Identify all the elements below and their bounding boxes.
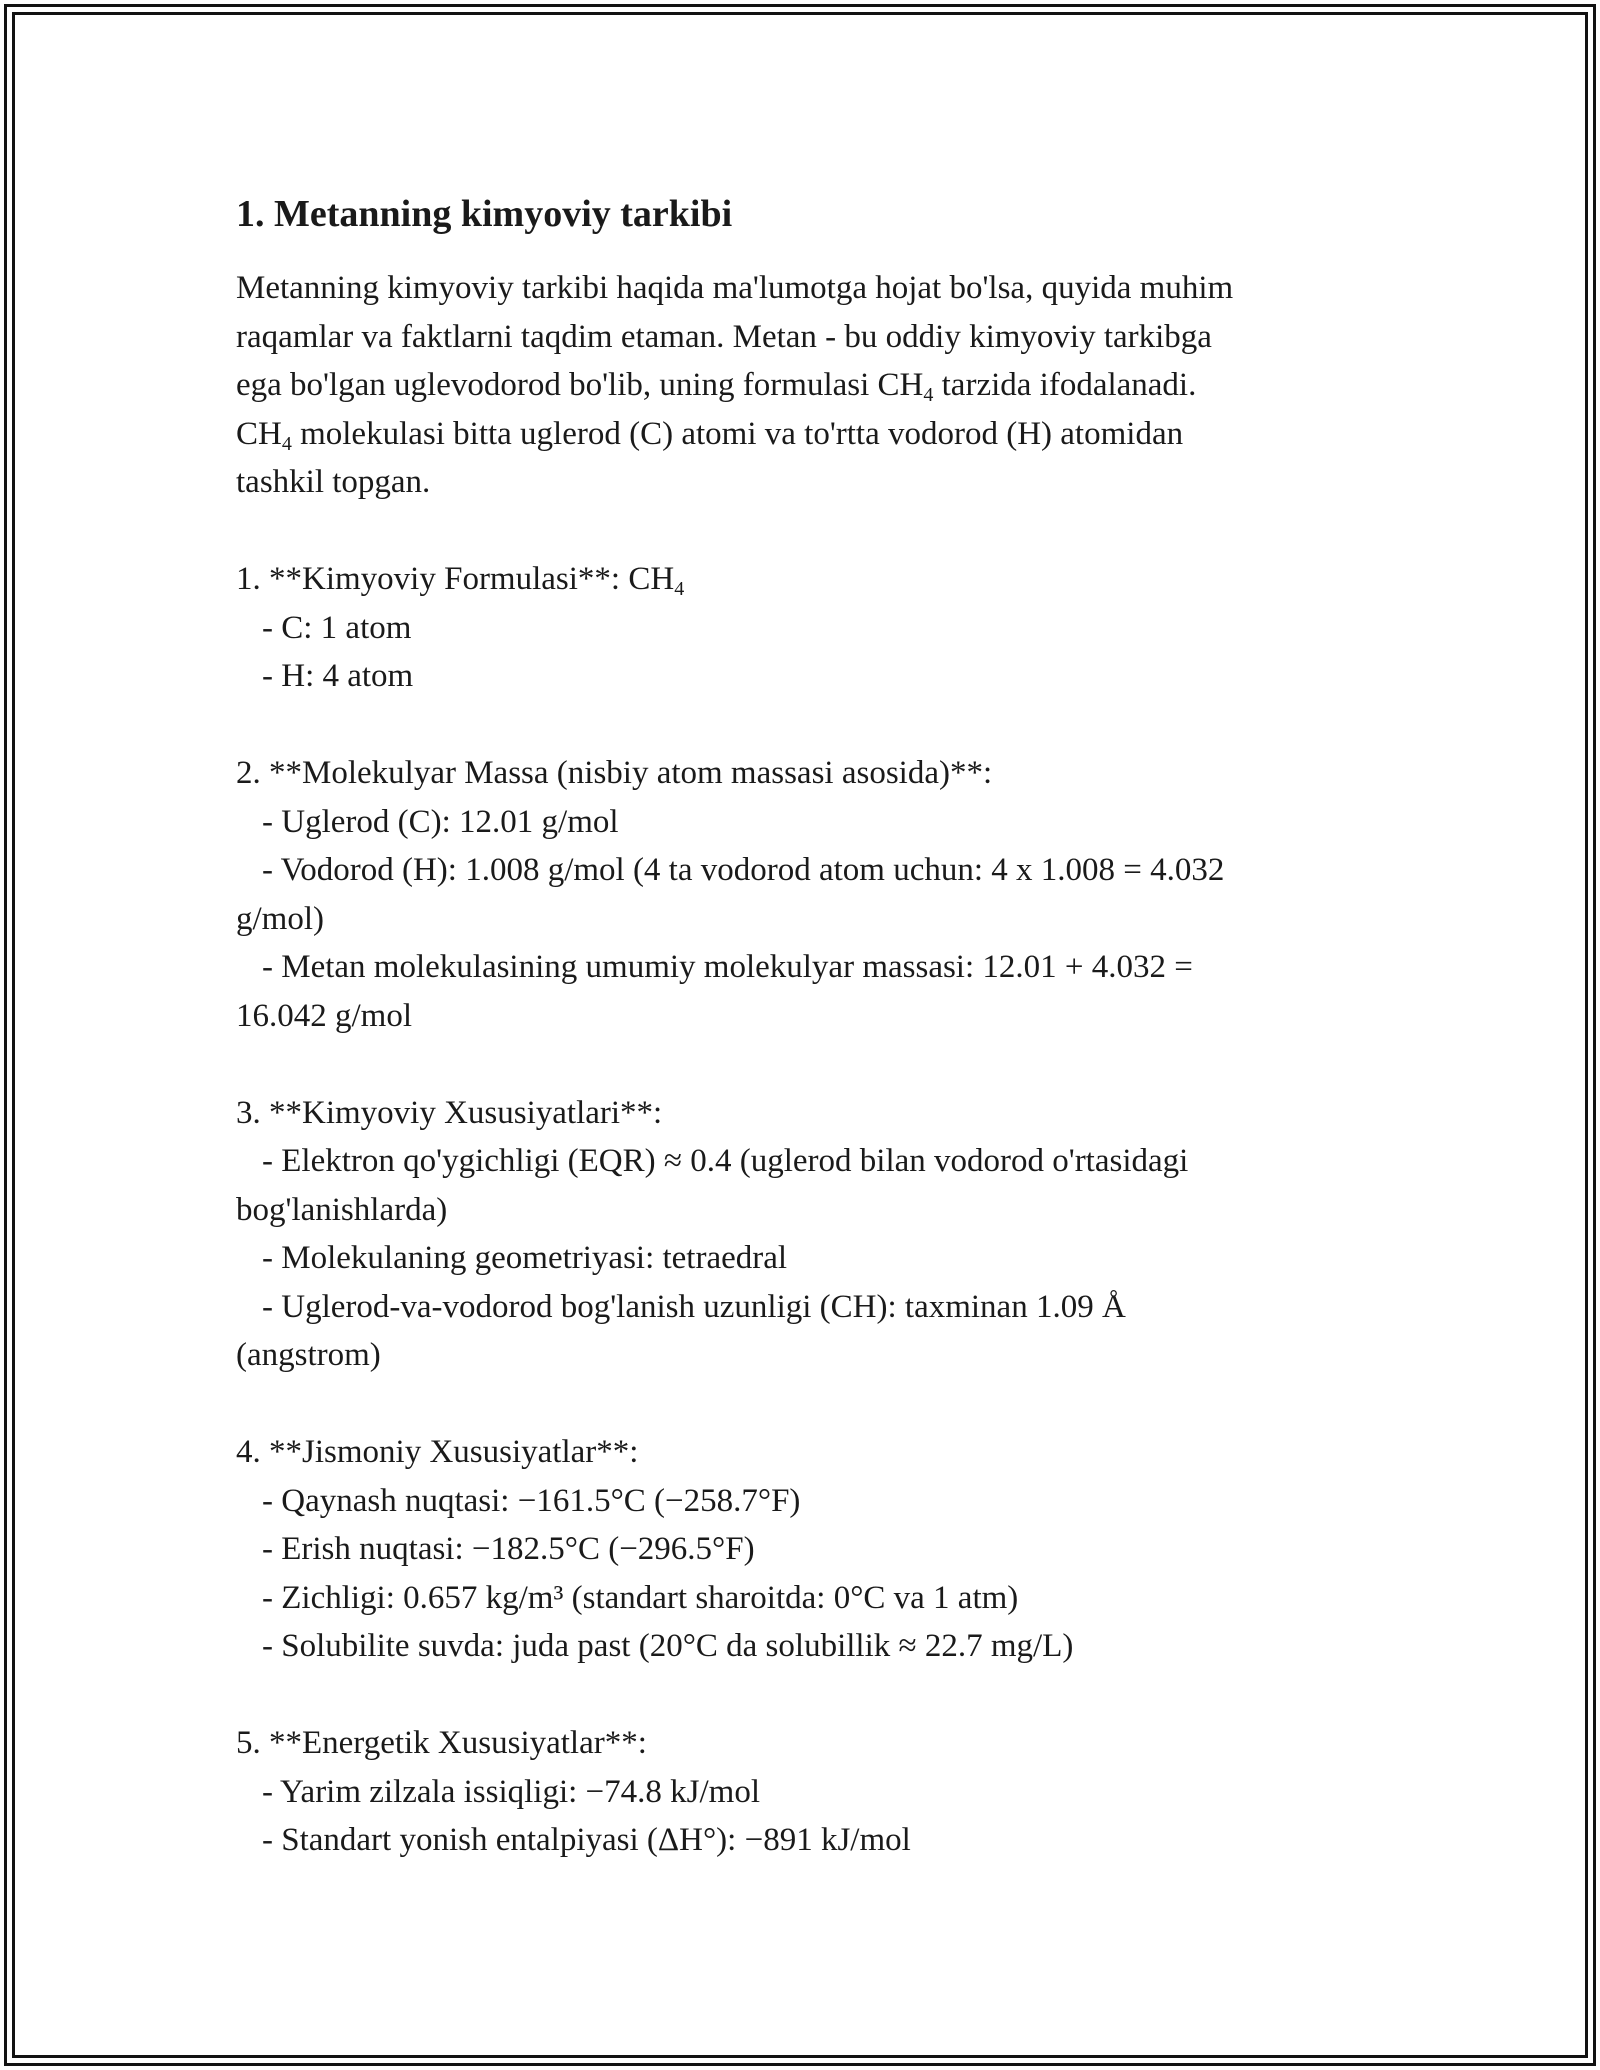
subscript: 4: [281, 432, 292, 455]
section-heading: [236, 555, 1366, 604]
intro-line: [236, 410, 1366, 459]
section-physical-properties: [236, 1428, 1366, 1671]
list-item: - Zichligi: 0.657 kg/m³ (standart sharoitda: 0°C va 1 atm): [262, 1579, 1019, 1616]
spacer: [236, 507, 1366, 556]
list-item: - Vodorod (H): 1.008 g/mol (4 ta vodorod atom uchun: 4 x 1.008 = 4.032: [262, 852, 1225, 888]
list-item: - Uglerod-va-vodorod bog'lanish uzunligi (CH): taxminan 1.09 Å: [262, 1288, 1126, 1325]
intro-text: ega bo'lgan uglevodorod bo'lib, uning formulasi CH: [236, 367, 924, 403]
list-item: - Solubilite suvda: juda past (20°C da solubillik ≈ 22.7 mg/L): [262, 1628, 1074, 1664]
list-item: - Yarim zilzala issiqligi: −74.8 kJ/mol: [262, 1773, 761, 1810]
intro-text: CH: [236, 415, 282, 452]
section-heading: 4. **Jismoniy Xususiyatlar**:: [236, 1434, 639, 1470]
document-body: [236, 186, 1366, 1865]
spacer: [236, 1040, 1366, 1089]
intro-text: tarzida ifodalanadi.: [933, 367, 1197, 403]
heading-text: 1. **Kimyoviy Formulasi**: CH: [236, 561, 675, 597]
spacer: [236, 701, 1366, 750]
list-item-continuation: bog'lanishlarda): [236, 1191, 448, 1228]
section-heading: 2. **Molekulyar Massa (nisbiy atom massasi asosida)**:: [236, 755, 993, 791]
page-title: 1. Metanning kimyoviy tarkibi: [236, 193, 733, 235]
list-item: - Metan molekulasining umumiy molekulyar massasi: 12.01 + 4.032 =: [262, 949, 1193, 985]
list-item: - Standart yonish entalpiyasi (ΔH°): −891 kJ/mol: [262, 1822, 911, 1858]
section-chemical-properties: [236, 1089, 1366, 1380]
section-energetic-properties: [236, 1719, 1366, 1865]
subscript: 4: [674, 578, 685, 600]
spacer: [236, 1671, 1366, 1720]
section-heading: 5. **Energetik Xususiyatlar**:: [236, 1725, 647, 1761]
list-item: - Elektron qo'ygichligi (EQR) ≈ 0.4 (uglerod bilan vodorod o'rtasidagi: [262, 1143, 1189, 1179]
list-item: - Erish nuqtasi: −182.5°C (−296.5°F): [262, 1531, 755, 1567]
spacer: [236, 1380, 1366, 1429]
list-item-continuation: g/mol): [236, 900, 324, 937]
list-item: - C: 1 atom: [262, 609, 412, 646]
section-molecular-mass: [236, 749, 1366, 1040]
intro-line: raqamlar va faktlarni taqdim etaman. Metan - bu oddiy kimyoviy tarkibga: [236, 318, 1212, 355]
intro-line: tashkil topgan.: [236, 464, 431, 500]
section-heading: 3. **Kimyoviy Xususiyatlari**:: [236, 1094, 663, 1131]
intro-line: [236, 361, 1366, 410]
list-item: - Molekulaning geometriyasi: tetraedral: [262, 1240, 788, 1276]
list-item: - H: 4 atom: [262, 658, 414, 694]
list-item-continuation: (angstrom): [236, 1337, 381, 1373]
intro-paragraph: [236, 264, 1366, 507]
intro-line: Metanning kimyoviy tarkibi haqida ma'lumotga hojat bo'lsa, quyida muhim: [236, 270, 1234, 306]
section-formula: [236, 555, 1366, 701]
list-item: - Qaynash nuqtasi: −161.5°C (−258.7°F): [262, 1482, 801, 1519]
subscript: 4: [923, 384, 934, 406]
intro-text: molekulasi bitta uglerod (C) atomi va to'rtta vodorod (H) atomidan: [291, 415, 1184, 452]
list-item-continuation: 16.042 g/mol: [236, 997, 413, 1034]
list-item: - Uglerod (C): 12.01 g/mol: [262, 803, 619, 840]
